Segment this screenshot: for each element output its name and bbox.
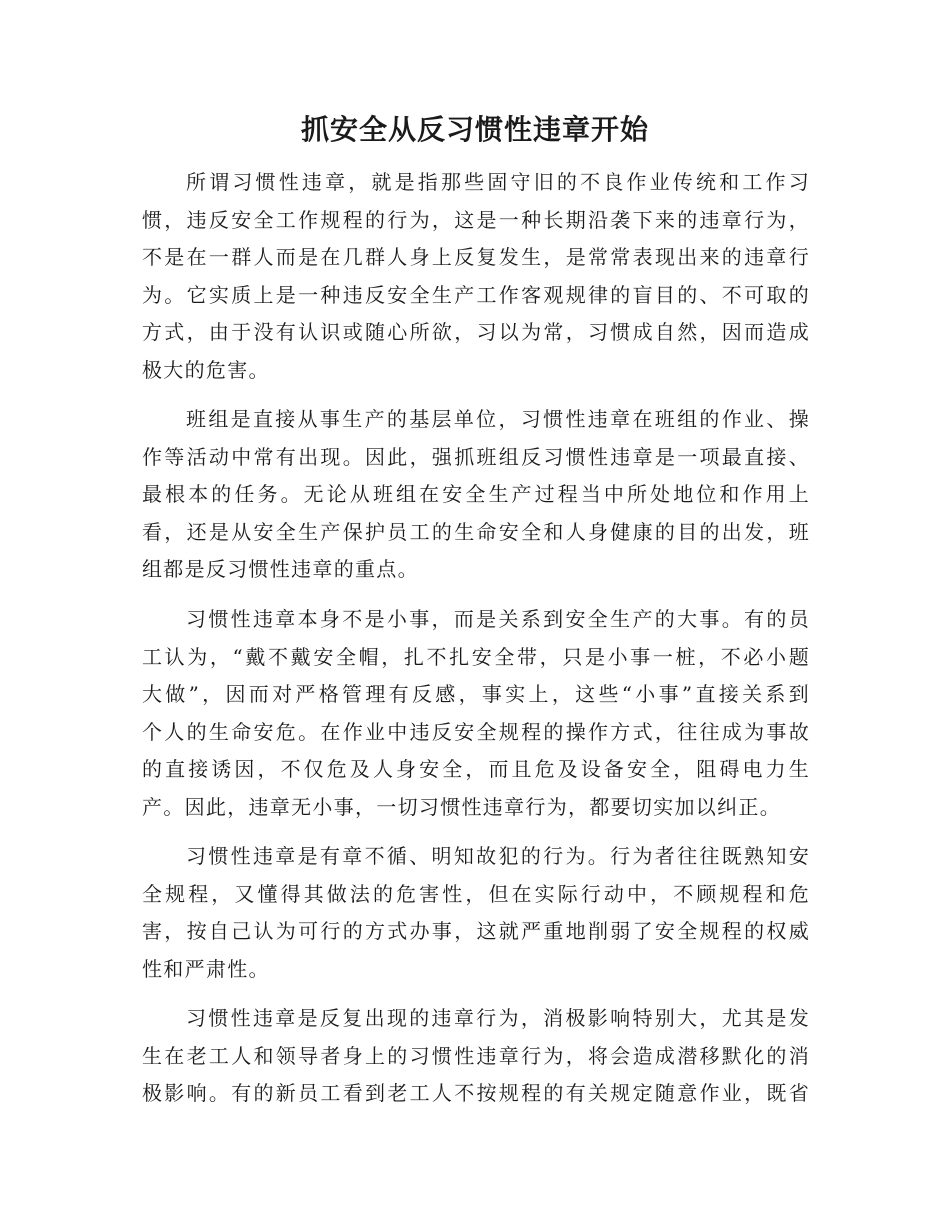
text-line: 最根本的任务。无论从班组在安全生产过程当中所处地位和作用上 bbox=[142, 482, 810, 506]
text-line: 大做”，因而对严格管理有反感，事实上，这些“小事”直接关系到 bbox=[142, 682, 810, 706]
text-line: 性和严肃性。 bbox=[142, 956, 270, 981]
text-line: 害，按自己认为可行的方式办事，这就严重地削弱了安全规程的权威 bbox=[142, 919, 810, 943]
text-line: 惯，违反安全工作规程的行为，这是一种长期沿袭下来的违章行为， bbox=[142, 207, 810, 232]
paragraph-3 bbox=[142, 601, 810, 826]
text-line: 工认为，“戴不戴安全帽，扎不扎安全带，只是小事一桩，不必小题 bbox=[142, 644, 810, 669]
document-title: 抓安全从反习惯性违章开始 bbox=[300, 113, 649, 146]
paragraph-4 bbox=[142, 838, 810, 988]
text-line: 作等活动中常有出现。因此，强抓班组反习惯性违章是一项最直接、 bbox=[142, 444, 810, 469]
text-line: 习惯性违章是有章不循、明知故犯的行为。行为者往往既熟知安 bbox=[186, 844, 810, 868]
text-line: 全规程，又懂得其做法的危害性，但在实际行动中，不顾规程和危 bbox=[142, 881, 810, 906]
text-line: 个人的生命安危。在作业中违反安全规程的操作方式，往往成为事故 bbox=[142, 719, 810, 744]
text-line: 不是在一群人而是在几群人身上反复发生，是常常表现出来的违章行 bbox=[142, 245, 810, 269]
text-line: 极大的危害。 bbox=[142, 357, 270, 382]
paragraph-5 bbox=[142, 1000, 810, 1113]
text-line: 极影响。有的新员工看到老工人不按规程的有关规定随意作业，既省 bbox=[142, 1081, 810, 1105]
text-line: 班组是直接从事生产的基层单位，习惯性违章在班组的作业、操 bbox=[186, 407, 810, 431]
paragraph-1 bbox=[142, 164, 810, 389]
text-line: 看，还是从安全生产保护员工的生命安全和人身健康的目的出发，班 bbox=[142, 519, 810, 544]
text-line: 习惯性违章是反复出现的违章行为，消极影响特别大，尤其是发 bbox=[186, 1006, 810, 1030]
text-line: 生在老工人和领导者身上的习惯性违章行为，将会造成潜移默化的消 bbox=[142, 1043, 810, 1068]
text-line: 的直接诱因，不仅危及人身安全，而且危及设备安全，阻碍电力生 bbox=[142, 757, 810, 781]
text-line: 方式，由于没有认识或随心所欲，习以为常，习惯成自然，因而造成 bbox=[142, 320, 810, 344]
text-line: 所谓习惯性违章，就是指那些固守旧的不良作业传统和工作习 bbox=[186, 170, 810, 194]
text-line: 组都是反习惯性违章的重点。 bbox=[142, 557, 419, 581]
text-line: 产。因此，违章无小事，一切习惯性违章行为，都要切实加以纠正。 bbox=[142, 794, 781, 819]
text-line: 习惯性违章本身不是小事，而是关系到安全生产的大事。有的员 bbox=[186, 607, 810, 631]
paragraph-2 bbox=[142, 401, 810, 589]
text-line: 为。它实质上是一种违反安全生产工作客观规律的盲目的、不可取的 bbox=[142, 282, 810, 307]
